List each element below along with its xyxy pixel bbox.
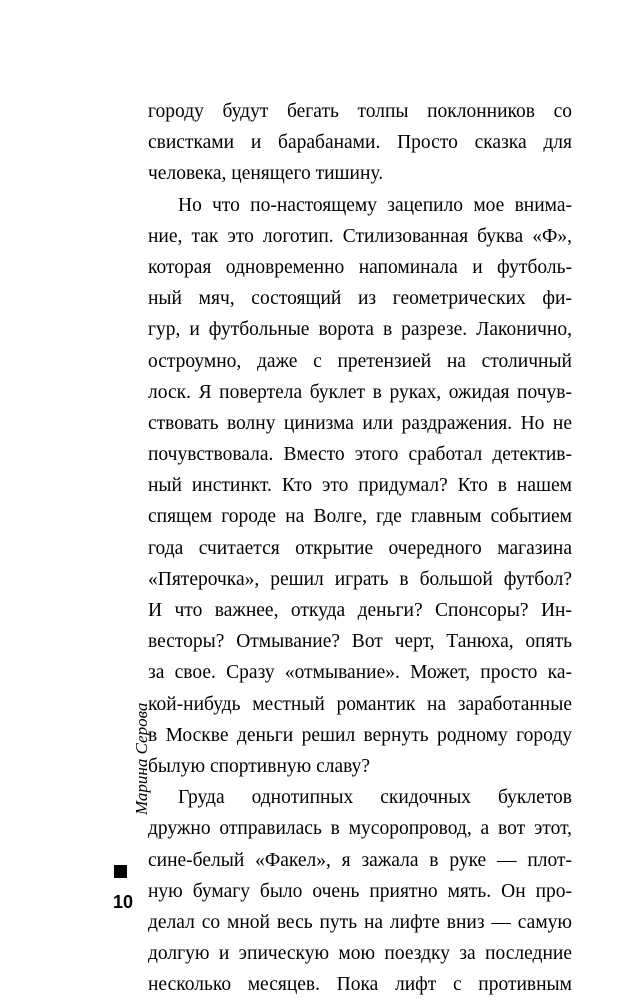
text-line: долгую и эпическую мою поездку за последние	[148, 943, 572, 965]
text-line: весторы? Отмывание? Вот черт, Танюха, опять	[148, 631, 572, 653]
text-line: сине-белый «Факел», я зажала в руке — плот-	[148, 849, 572, 871]
text-line: дружно отправилась в мусоропровод, а вот этот,	[148, 818, 572, 840]
text-line: городу будут бегать толпы поклонников со	[148, 101, 572, 122]
text-line: кой-нибудь местный романтик на заработанные	[148, 693, 572, 715]
text-line: «Пятерочка», решил играть в большой футбол?	[148, 568, 572, 590]
text-line: за свое. Сразу «отмывание». Может, просто ка-	[148, 662, 572, 684]
text-line: делал со мной весь путь на лифте вниз — самую	[148, 911, 572, 933]
text-line: ние, так это логотип. Стилизованная буква «Ф»,	[148, 225, 572, 247]
text-line: года считается открытие очередного магазина	[148, 537, 572, 559]
page-number: 10	[113, 892, 134, 912]
square-marker	[114, 865, 127, 878]
text-line: Груда однотипных скидочных буклетов	[178, 787, 572, 809]
text-line: ную бумагу было очень приятно мять. Он про-	[148, 880, 572, 902]
running-head-author: Марина Серова	[132, 702, 151, 815]
text-line: несколько месяцев. Пока лифт с противным	[148, 974, 572, 996]
text-line: ствовать волну цинизма или раздражения. Но не	[148, 412, 572, 434]
text-line: гур, и футбольные ворота в разрезе. Лаконично,	[148, 319, 572, 341]
text-line: свистками и барабанами. Просто сказка для	[148, 132, 572, 154]
text-line: лоск. Я повертела буклет в руках, ожидая почув-	[148, 381, 572, 403]
text-line: человека, ценящего тишину.	[148, 163, 384, 185]
text-line: спящем городе на Волге, где главным событием	[148, 506, 572, 528]
text-line: ный инстинкт. Кто это придумал? Кто в нашем	[148, 475, 572, 497]
text-line: И что важнее, откуда деньги? Спонсоры? Ин-	[148, 600, 572, 621]
text-line: ный мяч, состоящий из геометрических фи-	[148, 288, 572, 310]
text-line: остроумно, даже с претензией на столичный	[148, 350, 572, 372]
text-line: былую спортивную славу?	[148, 755, 371, 777]
body-text	[148, 96, 572, 1000]
text-line: которая одновременно напоминала и футболь-	[148, 256, 572, 278]
text-line: в Москве деньги решил вернуть родному городу	[148, 724, 572, 746]
text-line: почувствовала. Вместо этого сработал детектив-	[148, 444, 572, 466]
text-line: Но что по-настоящему зацепило мое внима-	[178, 194, 572, 216]
